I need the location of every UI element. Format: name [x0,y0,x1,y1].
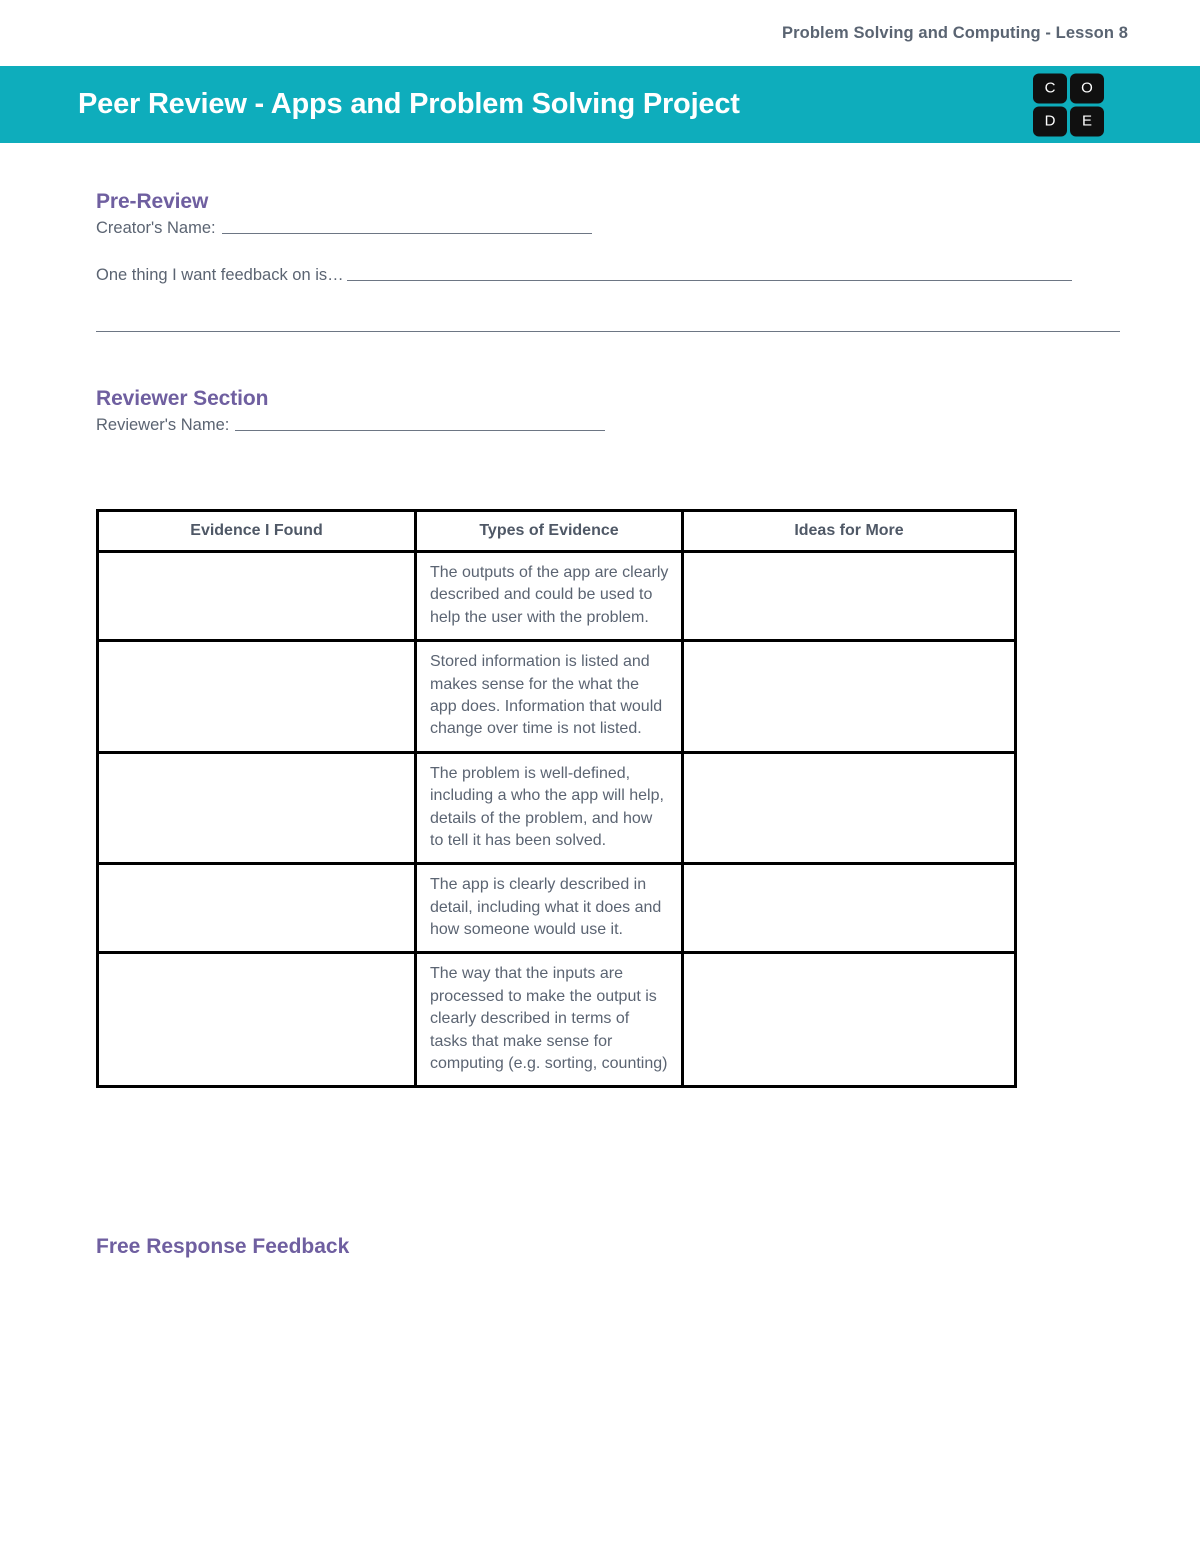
running-head-text: Problem Solving and Computing - Lesson 8 [782,23,1128,42]
cell-ideas-for-more-4[interactable] [683,864,1016,953]
cell-evidence-found-4[interactable] [98,864,416,953]
reviewer-name-row [96,416,1120,435]
cell-evidence-found-5[interactable] [98,953,416,1087]
table-row [98,752,1016,864]
pre-review-heading: Pre-Review [96,190,209,213]
cell-evidence-found-3[interactable] [98,752,416,864]
logo-tile-o: O [1070,73,1104,103]
creator-name-row [96,219,1120,238]
feedback-input-line-2[interactable] [96,331,1120,332]
reviewer-name-input[interactable] [235,430,605,431]
reviewer-section-heading: Reviewer Section [96,387,269,410]
creator-name-input[interactable] [222,233,592,234]
logo-tile-d: D [1033,106,1067,136]
page-running-head [0,0,1200,66]
logo-tile-e: E [1070,106,1104,136]
cell-ideas-for-more-5[interactable] [683,953,1016,1087]
title-banner [0,66,1200,143]
code-org-logo [1033,73,1104,136]
rubric-table [96,509,1017,1088]
cell-types-of-evidence-4: The app is clearly described in detail, including what it does and how someone would use it. [416,864,683,953]
document-body [0,190,1200,1259]
column-header-ideas-for-more: Ideas for More [683,511,1016,552]
page-title: Peer Review - Apps and Problem Solving Project [78,88,740,120]
cell-types-of-evidence-2: Stored information is listed and makes sense for the what the app does. Information that would change over time is not listed. [416,641,683,753]
table-row [98,953,1016,1087]
cell-types-of-evidence-5: The way that the inputs are processed to make the output is clearly described in terms of tasks that make sense for computing (e.g. sorting, counting) [416,953,683,1087]
feedback-prompt-label: One thing I want feedback on is… [96,266,344,284]
feedback-prompt-row [96,266,1120,285]
cell-evidence-found-1[interactable] [98,552,416,641]
column-header-types-of-evidence: Types of Evidence [416,511,683,552]
cell-types-of-evidence-1: The outputs of the app are clearly described and could be used to help the user with the problem. [416,552,683,641]
creator-name-label: Creator's Name: [96,219,216,237]
cell-evidence-found-2[interactable] [98,641,416,753]
free-response-heading: Free Response Feedback [96,1235,350,1259]
column-header-evidence-found: Evidence I Found [98,511,416,552]
cell-ideas-for-more-2[interactable] [683,641,1016,753]
reviewer-name-label: Reviewer's Name: [96,416,230,434]
table-row [98,864,1016,953]
feedback-input-line-1[interactable] [347,280,1072,281]
cell-types-of-evidence-3: The problem is well-defined, including a who the app will help, details of the problem, and how to tell it has been solved. [416,752,683,864]
table-header-row [98,511,1016,552]
table-row [98,552,1016,641]
cell-ideas-for-more-3[interactable] [683,752,1016,864]
table-row [98,641,1016,753]
logo-tile-c: C [1033,73,1067,103]
cell-ideas-for-more-1[interactable] [683,552,1016,641]
